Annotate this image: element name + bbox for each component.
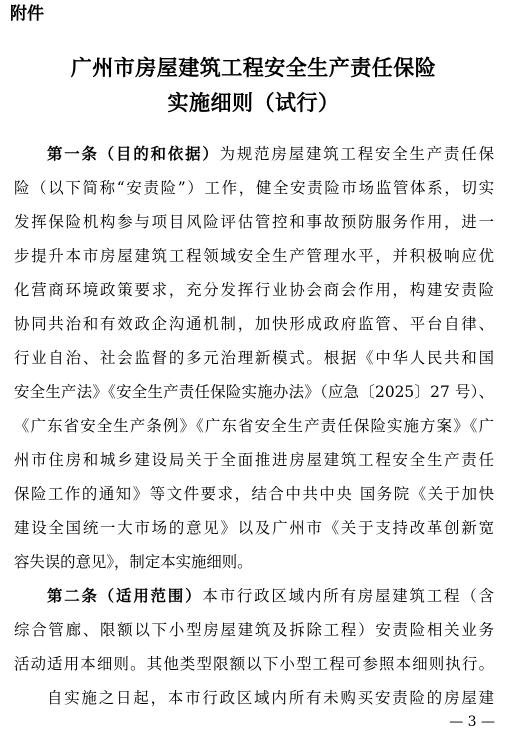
article-1-line-6: 协同共治和有效政企沟通机制，加快形成政府监管、平台自律、 <box>14 315 494 333</box>
article-2-line-3: 活动适用本细则。其他类型限额以下小型工程可参照本细则执行。 <box>14 655 494 673</box>
article-2-text: 本市行政区域内所有房屋建筑工程（含 <box>202 587 494 605</box>
article-1-line-2: 险（以下简称“安责险”）工作，健全安责险市场监管体系，切实 <box>14 179 494 197</box>
page-number: — 3 — <box>449 714 495 730</box>
article-2-line-1 <box>47 586 494 606</box>
document-title-line-2: 实施细则（试行） <box>167 90 340 115</box>
article-2-line-2: 综合管廊、限额以下小型房屋建筑及拆除工程）安责险相关业务 <box>14 621 494 639</box>
article-1-text: 为规范房屋建筑工程安全生产责任保 <box>219 145 494 163</box>
paragraph-3-line-1: 自实施之日起，本市行政区域内所有未购买安责险的房屋建 <box>47 689 494 707</box>
article-1-line-9: 《广东省安全生产条例》《广东省安全生产责任保险实施方案》《广 <box>14 417 494 435</box>
attachment-label: 附件 <box>10 4 44 24</box>
article-1-line-1 <box>47 144 494 164</box>
article-1-line-7: 行业自治、社会监督的多元治理新模式。根据《中华人民共和国 <box>14 349 494 367</box>
article-1-heading: 第一条（目的和依据） <box>47 145 220 163</box>
article-1-line-13: 容失误的意见》，制定本实施细则。 <box>14 553 253 571</box>
article-1-line-3: 发挥保险机构参与项目风险评估管控和事故预防服务作用，进一 <box>14 213 494 231</box>
article-1-line-12: 建设全国统一大市场的意见》以及广州市《关于支持改革创新宽 <box>14 519 494 537</box>
article-1-line-11: 保险工作的通知》等文件要求，结合中共中央 国务院《关于加快 <box>14 485 494 503</box>
article-1-line-8: 安全生产法》《安全生产责任保险实施办法》（应急〔2025〕27 号）、 <box>14 383 494 401</box>
document-title-line-1: 广州市房屋建筑工程安全生产责任保险 <box>70 55 437 80</box>
article-1-line-5: 化营商环境政策要求，充分发挥行业协会商会作用，构建安责险 <box>14 281 494 299</box>
article-1-line-4: 步提升本市房屋建筑工程领域安全生产管理水平，并积极响应优 <box>14 247 494 265</box>
article-2-heading: 第二条（适用范围） <box>47 587 203 605</box>
article-1-line-10: 州市住房和城乡建设局关于全面推进房屋建筑工程安全生产责任 <box>14 451 494 469</box>
